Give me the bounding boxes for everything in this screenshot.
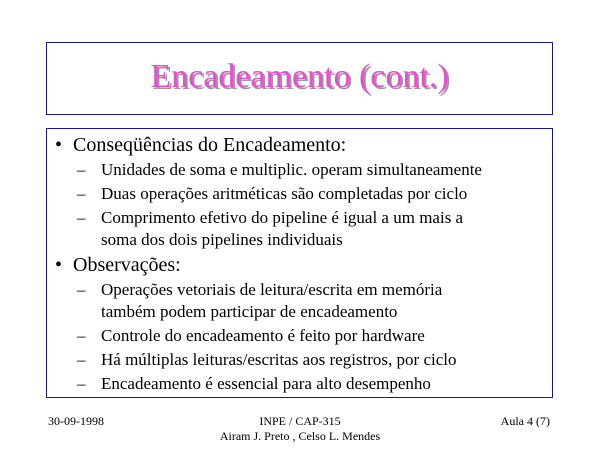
bullet-text: Observações: <box>73 254 181 276</box>
sub-item-text: Unidades de soma e multiplic. operam simultaneamente <box>101 160 482 179</box>
footer-page-number: Aula 4 (7) <box>500 414 550 428</box>
footer-date: 30-09-1998 <box>48 414 104 428</box>
bullet-symbol: • <box>55 134 63 156</box>
footer-center <box>200 414 400 444</box>
dash-symbol: – <box>77 280 86 299</box>
title-frame <box>46 42 553 115</box>
footer-course: INPE / CAP-315 <box>259 414 341 428</box>
bullet-text: Conseqüências do Encadeamento: <box>73 134 347 156</box>
dash-symbol: – <box>77 374 86 393</box>
sub-item-text: Operações vetoriais de leitura/escrita em memória <box>101 280 443 299</box>
dash-symbol: – <box>77 160 86 179</box>
sub-item-text: Duas operações aritméticas são completadas por ciclo <box>101 184 468 203</box>
sub-item-text: Comprimento efetivo do pipeline é igual a um mais a <box>101 208 464 227</box>
bullet-symbol: • <box>55 254 63 276</box>
dash-symbol: – <box>77 350 86 369</box>
sub-item-text: Controle do encadeamento é feito por hardware <box>101 326 425 345</box>
footer-authors: Airam J. Preto , Celso L. Mendes <box>219 429 381 443</box>
slide-title: Encadeamento (cont.) <box>150 58 449 95</box>
dash-symbol: – <box>77 326 86 345</box>
dash-symbol: – <box>77 208 86 227</box>
sub-item-text-continued: também podem participar de encadeamento <box>101 302 398 321</box>
sub-item-text: Encadeamento é essencial para alto desempenho <box>101 374 431 393</box>
content-frame <box>46 128 553 398</box>
dash-symbol: – <box>77 184 86 203</box>
sub-item-text-continued: soma dos dois pipelines individuais <box>101 230 343 249</box>
sub-item-text: Há múltiplas leituras/escritas aos registros, por ciclo <box>101 350 457 369</box>
